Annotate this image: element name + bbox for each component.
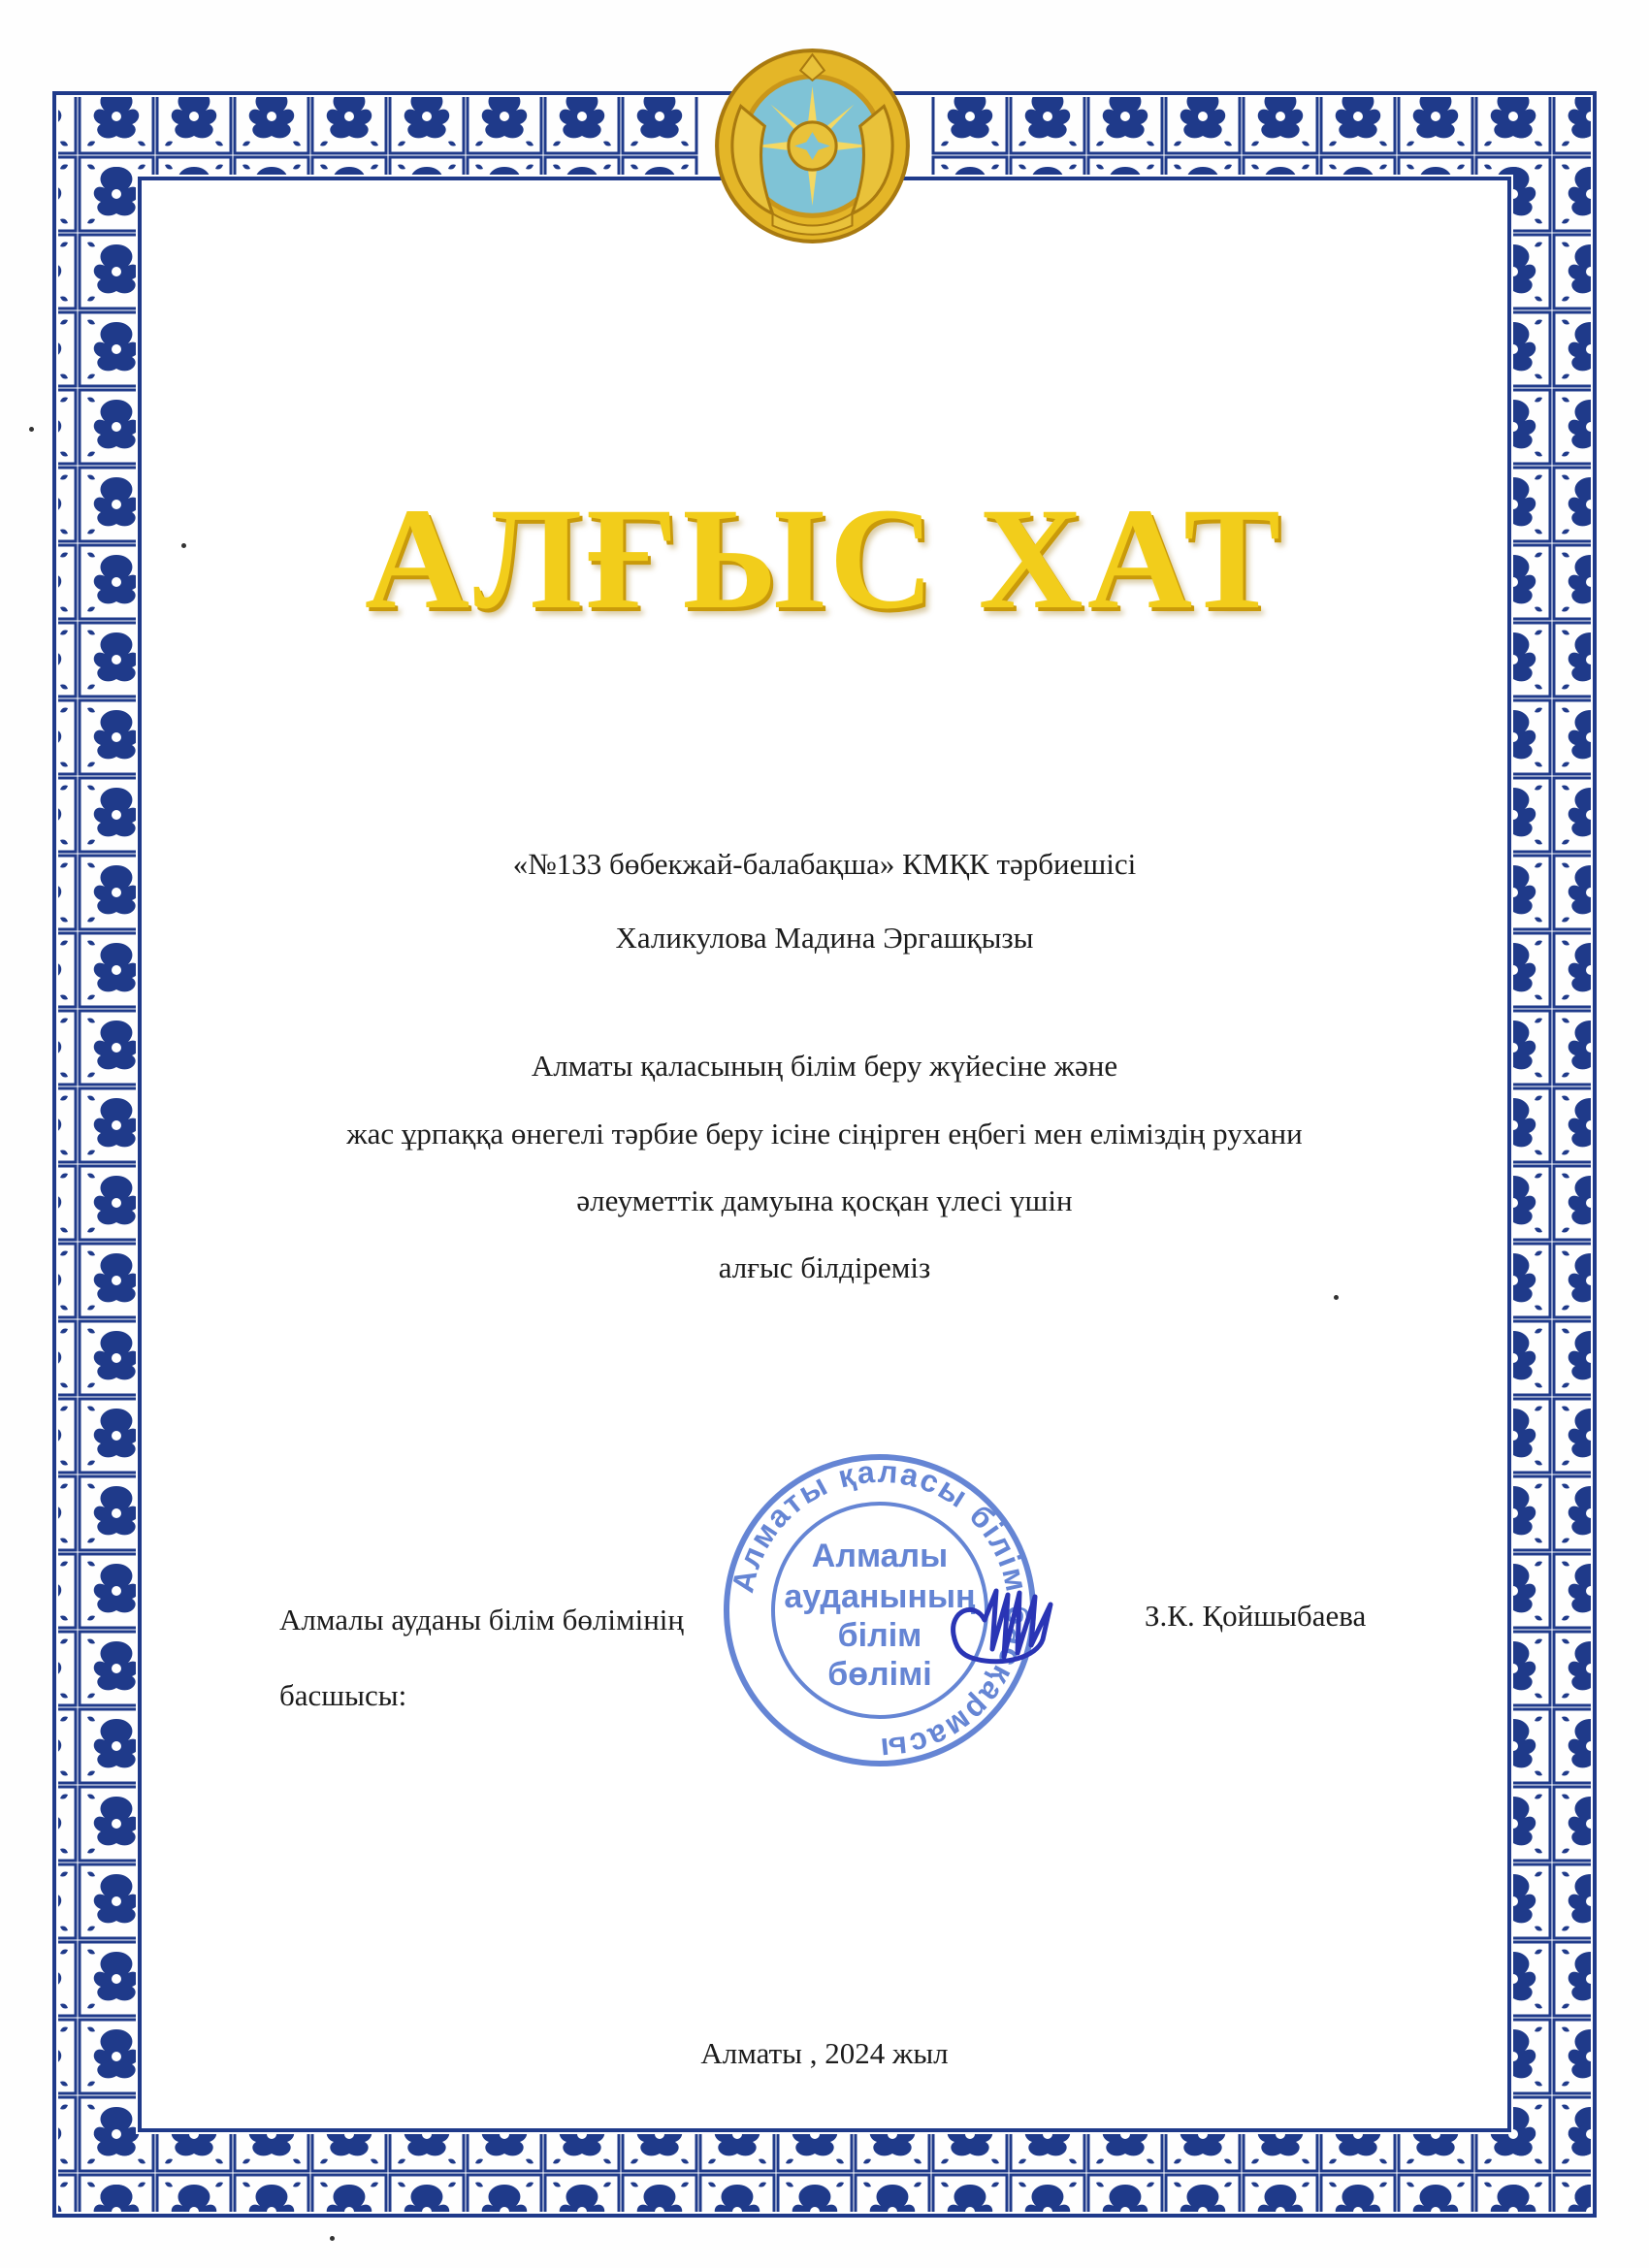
body-line: алғыс білдіреміз bbox=[718, 1250, 931, 1284]
recipient-name: Халикулова Мадина Эргашқызы bbox=[615, 921, 1034, 955]
scan-speck bbox=[330, 2236, 335, 2241]
stamp-inner-line: бөлімі bbox=[827, 1656, 932, 1693]
recipient-organization: «№133 бөбекжай-балабақша» КМҚК тәрбиешісі bbox=[512, 847, 1137, 881]
stamp-outer-text: Алматы қаласы білім басқармасы bbox=[725, 1453, 1037, 1767]
signatory-name: З.К. Қойшыбаева bbox=[1145, 1599, 1367, 1633]
body-line: Алматы қаласының білім беру жүйесіне және bbox=[531, 1049, 1118, 1083]
stamp-inner-line: білім bbox=[837, 1617, 922, 1654]
stamp-inner-line: Алмалы bbox=[811, 1538, 949, 1574]
body-line: әлеуметтік дамуына қосқан үлесі үшін bbox=[576, 1183, 1073, 1217]
place-and-year: Алматы , 2024 жыл bbox=[700, 2036, 949, 2070]
stamp-inner-line: ауданының bbox=[784, 1578, 976, 1615]
signature-icon bbox=[946, 1581, 1062, 1673]
scan-speck bbox=[1334, 1295, 1339, 1300]
certificate-title: АЛҒЫС ХАТ bbox=[364, 478, 1285, 639]
kazakhstan-emblem-icon bbox=[713, 47, 912, 245]
body-line: жас ұрпаққа өнегелі тәрбие беру ісіне сіңірген еңбегі мен еліміздің рухани bbox=[346, 1117, 1303, 1150]
scan-speck bbox=[29, 427, 34, 432]
signatory-position-cont: басшысы: bbox=[279, 1678, 407, 1712]
signatory-position: Алмалы ауданы білім бөлімінің bbox=[279, 1603, 684, 1636]
scan-speck bbox=[181, 543, 186, 548]
